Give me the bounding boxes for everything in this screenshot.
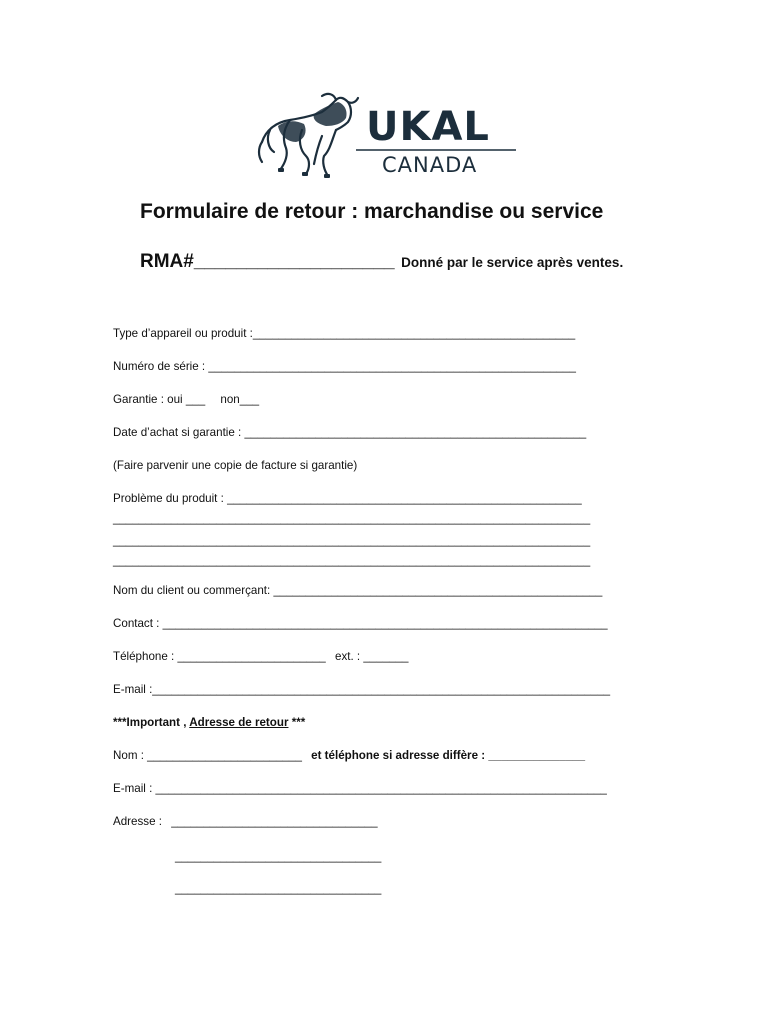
adresse-line-1 [113,815,378,828]
adresse-field-1[interactable]: ________________________________ [171,815,378,828]
garantie-line [113,393,259,406]
bull-icon [252,90,522,182]
date-achat-field[interactable]: Date d’achat si garantie : _____________________________________________________ [113,426,587,439]
telephone-field[interactable]: Téléphone : _______________________ [113,650,326,663]
ext-field[interactable]: ext. : _______ [335,650,409,663]
email-field[interactable]: E-mail :_______________________________________________________________________ [113,683,611,696]
adresse-field-3[interactable]: ________________________________ [175,882,382,895]
probleme-line-3[interactable]: __________________________________________________________________________ [113,534,591,547]
probleme-line-2[interactable]: __________________________________________________________________________ [113,512,591,525]
nom-line [113,749,585,762]
facture-note: (Faire parvenir une copie de facture si garantie) [113,459,358,472]
garantie-oui-field[interactable]: Garantie : oui ___ [113,393,206,406]
nom-field[interactable]: Nom : ________________________ [113,749,302,762]
rma-note: Donné par le service après ventes. [401,255,624,270]
adresse-label: Adresse : [113,815,162,828]
brand-text: UKAL [366,104,490,150]
important-prefix: ***Important , [113,716,190,729]
probleme-line-4[interactable]: __________________________________________________________________________ [113,554,591,567]
ukal-canada-logo [252,90,522,182]
nom-client-field[interactable]: Nom du client ou commerçant: ___________________________________________________ [113,584,603,597]
type-field[interactable]: Type d’appareil ou produit :__________________________________________________ [113,327,576,340]
brand-subtext: CANADA [382,153,478,177]
contact-field[interactable]: Contact : _____________________________________________________________________ [113,617,608,630]
important-suffix: *** [288,716,306,729]
rma-label: RMA# [140,251,194,272]
email2-field[interactable]: E-mail : ______________________________________________________________________ [113,782,607,795]
telephone-line [113,650,409,663]
garantie-non-field[interactable]: non___ [220,393,260,406]
rma-field[interactable]: ___________________ [193,251,395,272]
serie-field[interactable]: Numéro de série : _________________________________________________________ [113,360,576,373]
rma-line [140,251,623,273]
form-title: Formulaire de retour : marchandise ou service [140,200,604,223]
probleme-field[interactable]: Problème du produit : _______________________________________________________ [113,492,582,505]
tel-diff-field[interactable]: et téléphone si adresse diffère : _______________ [311,749,586,762]
adresse-field-2[interactable]: ________________________________ [175,850,382,863]
important-line [113,716,305,729]
adresse-retour-label: Adresse de retour [189,716,289,729]
